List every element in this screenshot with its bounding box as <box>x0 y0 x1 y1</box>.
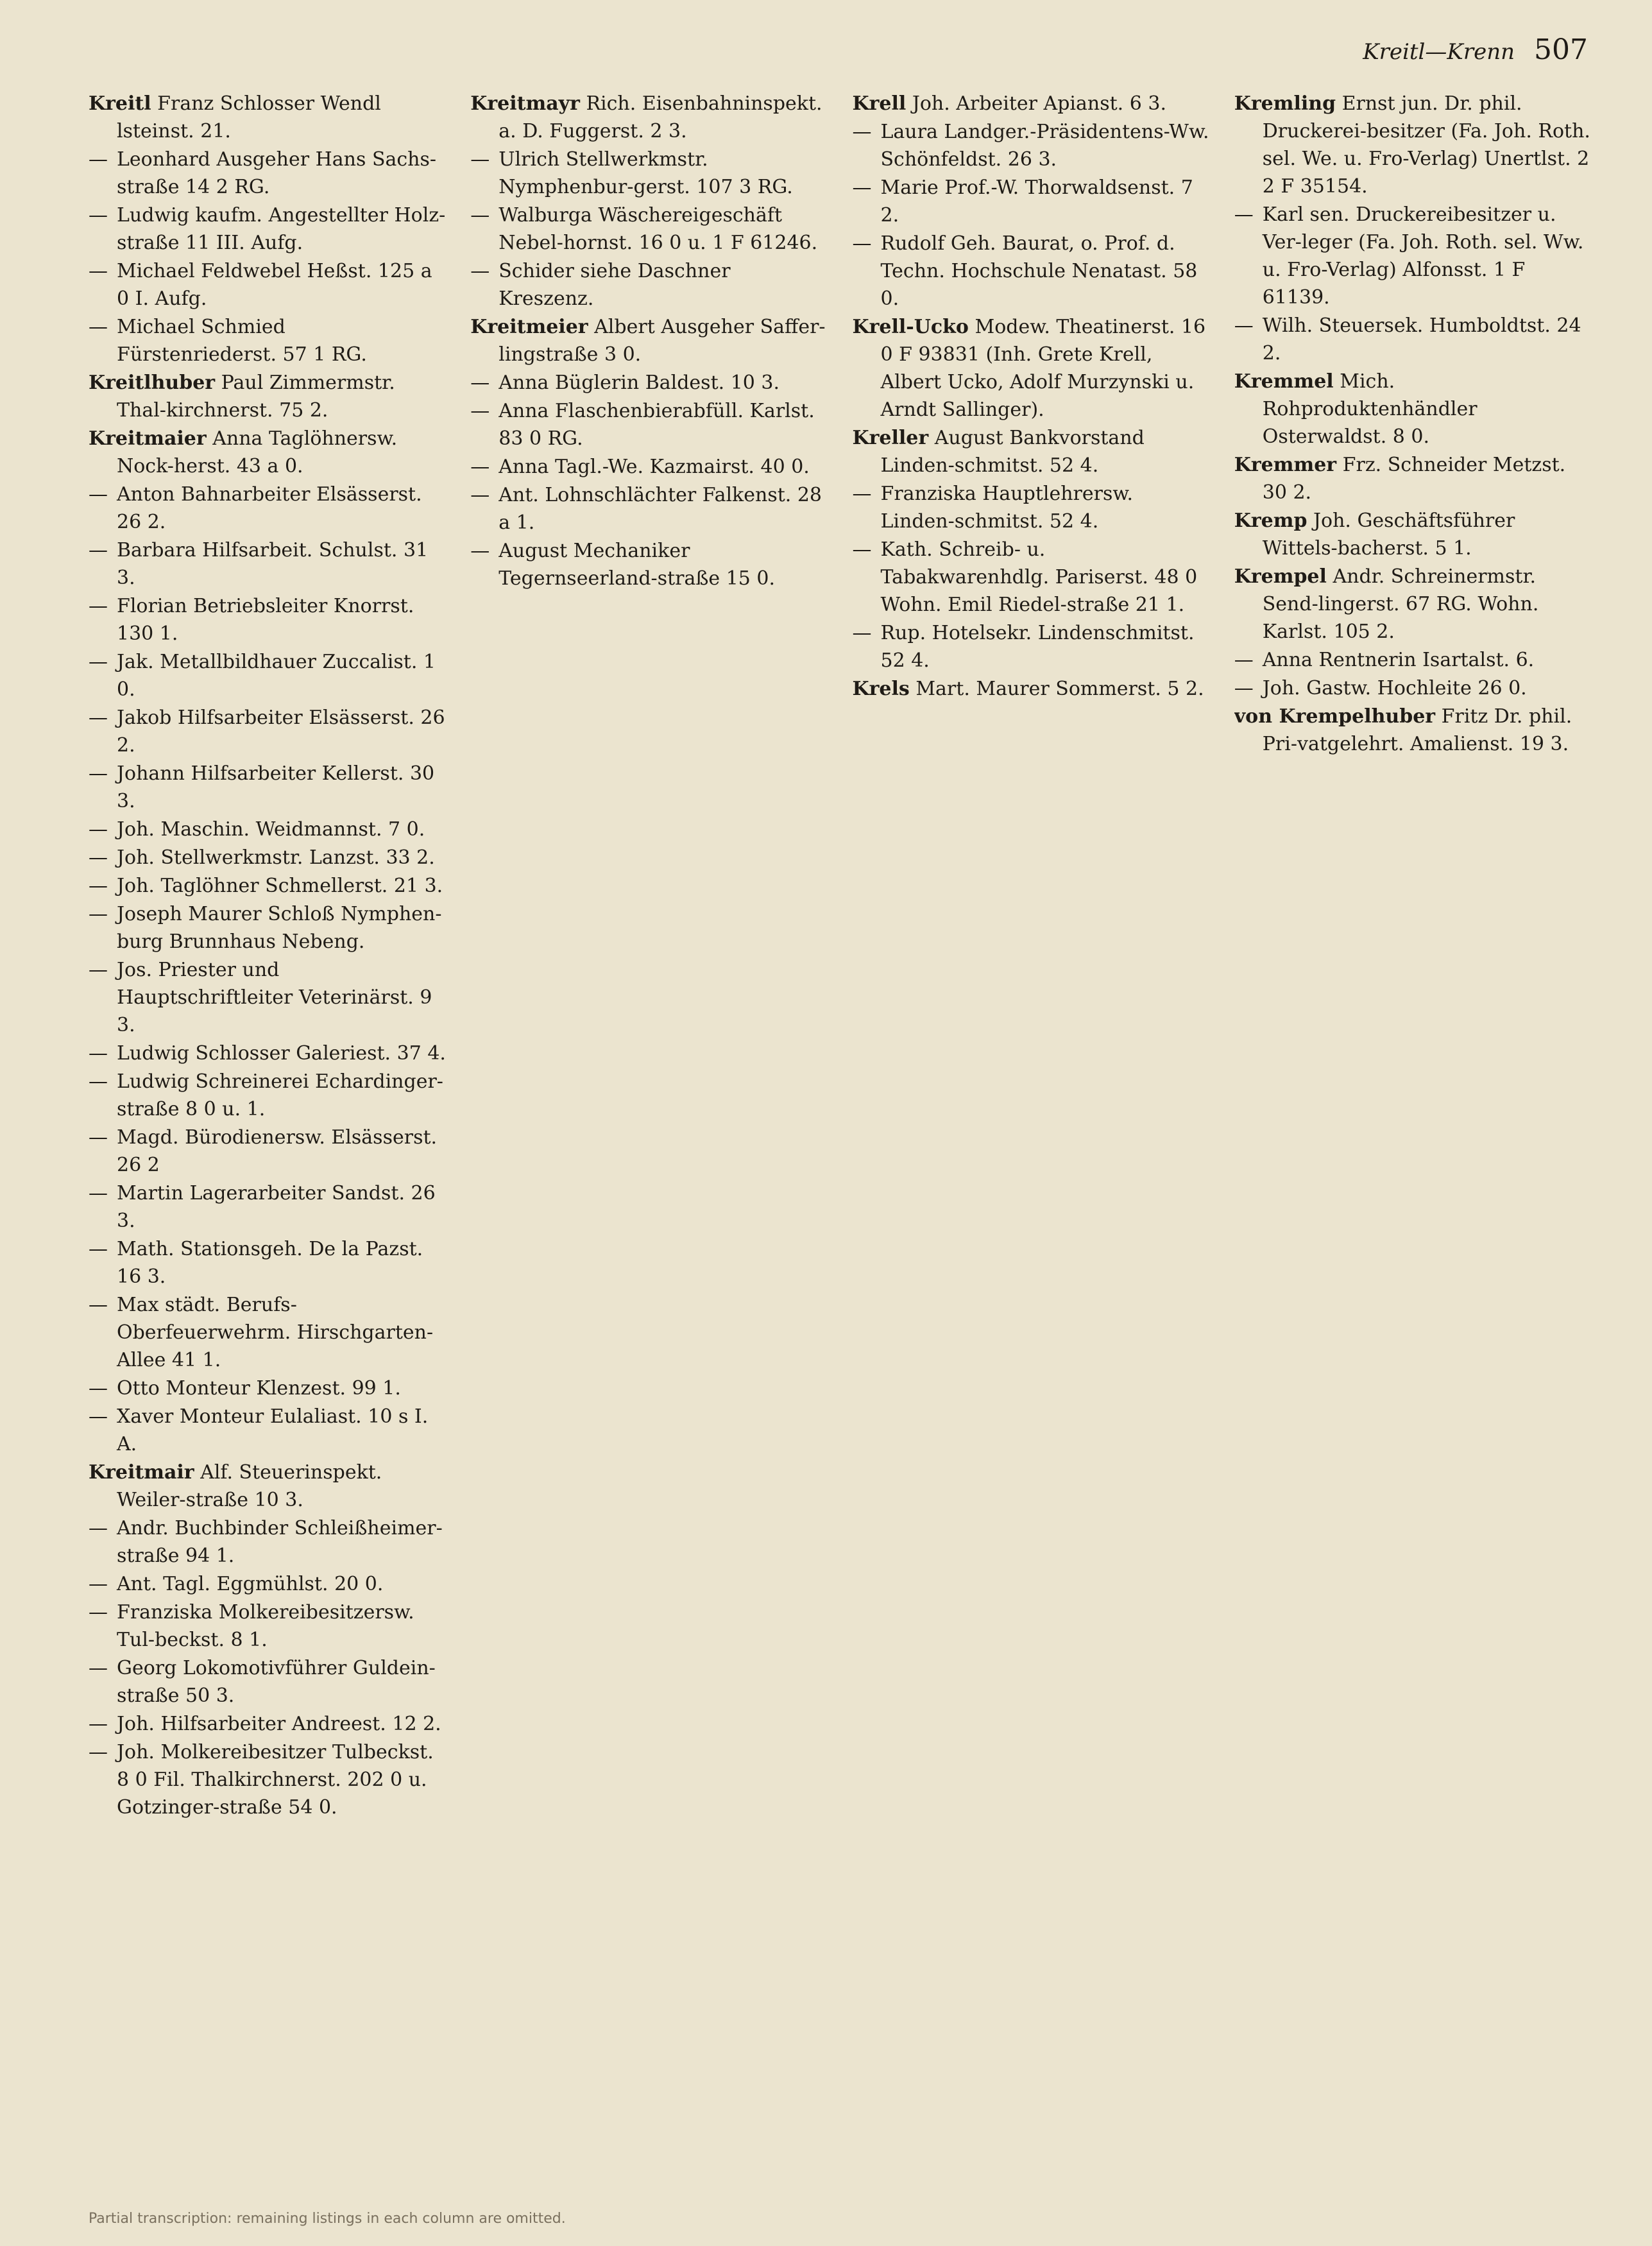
directory-entry <box>89 900 448 956</box>
directory-entry <box>470 313 830 368</box>
directory-entry <box>470 537 830 592</box>
continuation-dash: — <box>89 1657 108 1679</box>
directory-entry <box>89 1124 448 1179</box>
continuation-dash: — <box>89 903 108 925</box>
entry-text: Laura Landger.-Präsidentens-Ww. Schönfeldst. 26 3. <box>880 121 1209 171</box>
continuation-dash: — <box>89 707 108 729</box>
continuation-dash: — <box>470 260 490 282</box>
directory-entry <box>89 592 448 647</box>
entry-text: Joh. Arbeiter Apianst. 6 3. <box>912 92 1166 115</box>
entry-text: Jak. Metallbildhauer Zuccalist. 1 0. <box>117 651 436 701</box>
directory-entry <box>89 956 448 1039</box>
running-head: Kreitl—Krenn <box>1363 39 1515 65</box>
entry-text: Joh. Gastw. Hochleite 26 0. <box>1262 677 1527 699</box>
column-2 <box>470 90 830 2188</box>
entry-text: Anna Flaschenbierabfüll. Karlst. 83 0 RG. <box>498 400 815 450</box>
continuation-dash: — <box>89 875 108 897</box>
entry-text: Rup. Hotelsekr. Lindenschmitst. 52 4. <box>880 622 1195 672</box>
entry-text: Ernst jun. Dr. phil. Druckerei-besitzer (Fa. Joh. Roth. sel. We. u. Fro-Verlag) Unertlst. 2 2 F 35154. <box>1262 92 1590 198</box>
continuation-dash: — <box>470 148 490 171</box>
entry-surname: von Krempelhuber <box>1234 705 1436 728</box>
entry-text: Paul Zimmermstr. Thal-kirchnerst. 75 2. <box>117 372 395 422</box>
page-header <box>64 33 1588 78</box>
entry-surname: Krels <box>852 678 910 700</box>
entry-text: Joh. Taglöhner Schmellerst. 21 3. <box>117 875 443 897</box>
directory-entry <box>470 90 830 145</box>
entry-surname: Kremmel <box>1234 370 1334 393</box>
entry-surname: Kremp <box>1234 510 1307 532</box>
continuation-dash: — <box>89 1042 108 1065</box>
directory-entry <box>853 675 1213 703</box>
directory-entry <box>89 1375 448 1402</box>
entry-surname: Kreitmaier <box>89 427 207 450</box>
continuation-dash: — <box>89 148 108 171</box>
directory-entry <box>89 872 448 900</box>
entry-text: Fritz Dr. phil. Pri-vatgelehrt. Amalienst. 19 3. <box>1262 705 1572 755</box>
entry-text: Alf. Steuerinspekt. Weiler-straße 10 3. <box>117 1461 382 1511</box>
directory-entry <box>1234 674 1594 702</box>
column-4 <box>1234 90 1594 2188</box>
continuation-dash: — <box>89 260 108 282</box>
continuation-dash: — <box>89 1741 108 1763</box>
directory-entry <box>1234 703 1594 758</box>
directory-entry <box>89 1514 448 1570</box>
directory-entry <box>89 90 448 145</box>
directory-entry <box>89 1459 448 1514</box>
entry-text: Mart. Maurer Sommerst. 5 2. <box>915 678 1204 700</box>
entry-text: Math. Stationsgeh. De la Pazst. 16 3. <box>117 1238 423 1288</box>
directory-entry <box>853 313 1213 424</box>
continuation-dash: — <box>89 204 108 227</box>
continuation-dash: — <box>852 232 872 255</box>
entry-text: Franz Schlosser Wendl lsteinst. 21. <box>117 92 381 142</box>
entry-text: Joseph Maurer Schloß Nymphen-burg Brunnhaus Nebeng. <box>117 903 442 953</box>
continuation-dash: — <box>470 484 490 506</box>
continuation-dash: — <box>89 1713 108 1735</box>
continuation-dash: — <box>470 456 490 478</box>
continuation-dash: — <box>89 1238 108 1260</box>
entry-text: August Bankvorstand Linden-schmitst. 52 4. <box>880 427 1145 477</box>
entry-text: Jos. Priester und Hauptschriftleiter Veterinärst. 9 3. <box>117 959 432 1036</box>
entry-text: Rudolf Geh. Baurat, o. Prof. d. Techn. Hochschule Nenatast. 58 0. <box>880 232 1198 310</box>
entry-text: Karl sen. Druckereibesitzer u. Ver-leger (Fa. Joh. Roth. sel. Ww. u. Fro-Verlag) Alfonsst. 1 F 61139. <box>1262 203 1584 309</box>
directory-entry <box>89 1179 448 1235</box>
entry-text: Joh. Molkereibesitzer Tulbeckst. 8 0 Fil. Thalkirchnerst. 202 0 u. Gotzinger-straße 54 0. <box>117 1741 434 1819</box>
directory-entry <box>1234 201 1594 311</box>
directory-entry <box>853 424 1213 479</box>
entry-text: Ludwig Schlosser Galeriest. 37 4. <box>117 1042 446 1065</box>
continuation-dash: — <box>852 538 872 561</box>
entry-surname: Kremling <box>1234 92 1336 115</box>
entry-text: Franziska Hauptlehrersw. Linden-schmitst. 52 4. <box>880 483 1134 533</box>
entry-text: Magd. Bürodienersw. Elsässerst. 26 2 <box>117 1126 438 1176</box>
directory-entry <box>470 453 830 481</box>
entry-text: Rich. Eisenbahninspekt. a. D. Fuggerst. 2 3. <box>498 92 822 142</box>
directory-entry <box>89 1235 448 1290</box>
entry-text: Leonhard Ausgeher Hans Sachs-straße 14 2 RG. <box>117 148 437 198</box>
continuation-dash: — <box>1234 677 1254 699</box>
transcription-note: Partial transcription: remaining listings in each column are omitted. <box>89 2211 566 2227</box>
directory-entry <box>89 844 448 871</box>
entry-text: Ulrich Stellwerkmstr. Nymphenbur-gerst. 107 3 RG. <box>498 148 793 198</box>
entry-text: Ludwig kaufm. Angestellter Holz-straße 11 III. Aufg. <box>117 204 446 254</box>
continuation-dash: — <box>89 818 108 841</box>
directory-entry <box>853 536 1213 619</box>
entry-text: Albert Ausgeher Saffer-lingstraße 3 0. <box>498 316 826 366</box>
continuation-dash: — <box>89 1573 108 1595</box>
entry-text: Joh. Geschäftsführer Wittels-bacherst. 5 1. <box>1262 510 1515 560</box>
directory-entry <box>1234 312 1594 367</box>
entry-surname: Kreitlhuber <box>89 372 216 394</box>
entry-text: Anna Taglöhnersw. Nock-herst. 43 a 0. <box>117 427 398 477</box>
entry-text: Ant. Tagl. Eggmühlst. 20 0. <box>117 1573 384 1595</box>
directory-entry <box>89 481 448 536</box>
directory-entry <box>470 397 830 452</box>
continuation-dash: — <box>89 1294 108 1316</box>
continuation-dash: — <box>89 1126 108 1149</box>
directory-entry <box>89 1570 448 1598</box>
directory-entry <box>853 90 1213 117</box>
entry-text: Joh. Stellwerkmstr. Lanzst. 33 2. <box>117 846 435 869</box>
continuation-dash: — <box>89 1405 108 1428</box>
directory-entry <box>89 313 448 368</box>
directory-entry <box>470 481 830 536</box>
continuation-dash: — <box>89 539 108 562</box>
entry-text: Modew. Theatinerst. 16 0 F 93831 (Inh. Grete Krell, Albert Ucko, Adolf Murzynski u. Arndt Sallinger). <box>880 316 1206 421</box>
continuation-dash: — <box>1234 203 1254 226</box>
entry-text: Kath. Schreib- u. Tabakwarenhdlg. Pariserst. 48 0 Wohn. Emil Riedel-straße 21 1. <box>880 538 1198 616</box>
directory-entry <box>853 174 1213 229</box>
entry-text: Ant. Lohnschlächter Falkenst. 28 a 1. <box>498 484 822 534</box>
continuation-dash: — <box>1234 314 1254 337</box>
page-number: 507 <box>1534 33 1588 66</box>
directory-entry <box>89 1291 448 1374</box>
entry-text: Andr. Buchbinder Schleißheimer-straße 94 1. <box>117 1517 443 1567</box>
directory-entry <box>89 201 448 257</box>
entry-surname: Krell <box>852 92 907 115</box>
entry-surname: Krell-Ucko <box>852 316 969 338</box>
directory-entry <box>1234 90 1594 200</box>
directory-entry <box>89 816 448 843</box>
continuation-dash: — <box>89 1377 108 1400</box>
directory-entry <box>853 480 1213 535</box>
entry-surname: Kreitmair <box>89 1461 194 1484</box>
continuation-dash: — <box>89 959 108 981</box>
entry-text: Otto Monteur Klenzest. 99 1. <box>117 1377 401 1400</box>
continuation-dash: — <box>470 540 490 562</box>
directory-entry <box>470 146 830 201</box>
entry-text: Frz. Schneider Metzst. 30 2. <box>1262 454 1566 504</box>
directory-entry <box>89 1068 448 1123</box>
directory-entry <box>89 1710 448 1738</box>
continuation-dash: — <box>852 483 872 505</box>
directory-entry <box>853 230 1213 313</box>
continuation-dash: — <box>470 400 490 422</box>
entry-text: Wilh. Steuersek. Humboldtst. 24 2. <box>1262 314 1581 364</box>
directory-entry <box>89 1040 448 1067</box>
continuation-dash: — <box>89 1182 108 1204</box>
directory-entry <box>89 1403 448 1458</box>
column-1 <box>89 90 448 2188</box>
directory-entry <box>470 257 830 313</box>
continuation-dash: — <box>89 595 108 617</box>
continuation-dash: — <box>89 762 108 785</box>
entry-text: Anna Büglerin Baldest. 10 3. <box>498 372 780 394</box>
continuation-dash: — <box>852 176 872 199</box>
continuation-dash: — <box>89 483 108 506</box>
directory-entry <box>1234 646 1594 674</box>
directory-entry <box>1234 368 1594 450</box>
entry-text: Franziska Molkereibesitzersw. Tul-beckst. 8 1. <box>117 1601 414 1651</box>
entry-text: Anna Rentnerin Isartalst. 6. <box>1262 649 1535 671</box>
entry-text: Max städt. Berufs-Oberfeuerwehrm. Hirschgarten-Allee 41 1. <box>117 1294 434 1371</box>
directory-entry <box>89 536 448 592</box>
directory-entry <box>470 369 830 397</box>
entry-text: Jakob Hilfsarbeiter Elsässerst. 26 2. <box>117 707 445 757</box>
directory-entry <box>89 1654 448 1710</box>
directory-entry <box>89 257 448 313</box>
directory-entry <box>470 201 830 257</box>
directory-entry <box>1234 451 1594 506</box>
continuation-dash: — <box>89 1601 108 1624</box>
entry-text: Ludwig Schreinerei Echardinger-straße 8 0 u. 1. <box>117 1070 443 1120</box>
entry-text: Joh. Hilfsarbeiter Andreest. 12 2. <box>117 1713 441 1735</box>
entry-text: Anton Bahnarbeiter Elsässerst. 26 2. <box>117 483 422 533</box>
directory-entry <box>89 648 448 703</box>
continuation-dash: — <box>89 316 108 338</box>
entry-surname: Kreller <box>852 427 929 449</box>
continuation-dash: — <box>470 372 490 394</box>
entry-text: Xaver Monteur Eulaliast. 10 s I. A. <box>117 1405 429 1455</box>
entry-surname: Kremmer <box>1234 454 1337 476</box>
directory-entry <box>89 1738 448 1821</box>
column-3 <box>853 90 1213 2188</box>
entry-text: Barbara Hilfsarbeit. Schulst. 31 3. <box>117 539 429 589</box>
continuation-dash: — <box>470 204 490 227</box>
entry-text: August Mechaniker Tegernseerland-straße 15 0. <box>498 540 776 590</box>
entry-surname: Kreitmeier <box>470 316 588 338</box>
entry-text: Schider siehe Daschner Kreszenz. <box>498 260 731 310</box>
directory-entry <box>89 425 448 480</box>
entry-text: Johann Hilfsarbeiter Kellerst. 30 3. <box>117 762 435 812</box>
directory-entry <box>89 704 448 759</box>
directory-entry <box>1234 563 1594 646</box>
directory-entry <box>853 619 1213 674</box>
continuation-dash: — <box>852 121 872 143</box>
entry-text: Joh. Maschin. Weidmannst. 7 0. <box>117 818 425 841</box>
continuation-dash: — <box>89 1517 108 1539</box>
directory-entry <box>853 118 1213 173</box>
continuation-dash: — <box>852 622 872 644</box>
entry-text: Michael Feldwebel Heßst. 125 a 0 I. Aufg. <box>117 260 432 310</box>
entry-surname: Kreitl <box>89 92 151 115</box>
entry-text: Marie Prof.-W. Thorwaldsenst. 7 2. <box>880 176 1193 227</box>
directory-entry <box>89 760 448 815</box>
continuation-dash: — <box>1234 649 1254 671</box>
directory-entry <box>89 369 448 424</box>
continuation-dash: — <box>89 651 108 673</box>
continuation-dash: — <box>89 846 108 869</box>
entry-text: Anna Tagl.-We. Kazmairst. 40 0. <box>498 456 810 478</box>
directory-entry <box>89 1599 448 1654</box>
entry-surname: Krempel <box>1234 565 1327 588</box>
directory-entry <box>89 146 448 201</box>
directory-columns <box>89 90 1594 2188</box>
directory-entry <box>1234 507 1594 562</box>
entry-text: Florian Betriebsleiter Knorrst. 130 1. <box>117 595 414 645</box>
entry-text: Walburga Wäschereigeschäft Nebel-hornst. 16 0 u. 1 F 61246. <box>498 204 818 254</box>
continuation-dash: — <box>89 1070 108 1093</box>
entry-surname: Kreitmayr <box>470 92 580 115</box>
entry-text: Mich. Rohproduktenhändler Osterwaldst. 8 0. <box>1262 370 1477 448</box>
entry-text: Martin Lagerarbeiter Sandst. 26 3. <box>117 1182 436 1232</box>
entry-text: Andr. Schreinermstr. Send-lingerst. 67 RG. Wohn. Karlst. 105 2. <box>1262 565 1539 643</box>
entry-text: Georg Lokomotivführer Guldein-straße 50 3. <box>117 1657 436 1707</box>
entry-text: Michael Schmied Fürstenriederst. 57 1 RG. <box>117 316 367 366</box>
